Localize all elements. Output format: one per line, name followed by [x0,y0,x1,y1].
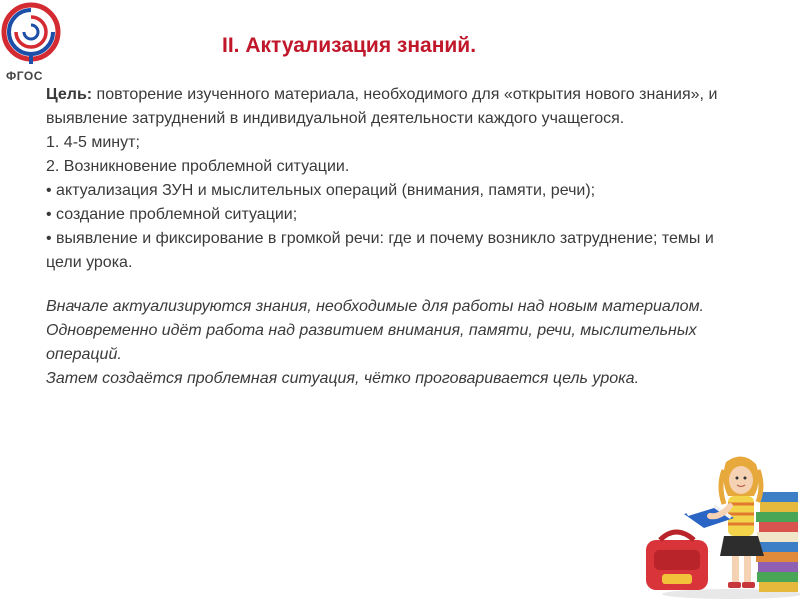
logo-label: ФГОС [6,69,43,83]
goal-label: Цель: [46,86,93,103]
list-item: • создание проблемной ситуации; [46,206,298,223]
list-item: 1. 4-5 минут; [46,134,140,151]
goal-text: повторение изученного материала, необходимого для «открытия нового знания», и выявление затруднений в индивидуальной деятельности каждого учащегося. [46,86,718,127]
italic-paragraph: Вначале актуализируются знания, необходимые для работы над новым материалом. Одновременно идёт работа над развитием внимания, памяти, речи, мыслительных операций. [46,298,704,363]
goal-paragraph [46,83,726,131]
girl-reading-with-books-icon [640,452,800,600]
italic-note [46,295,726,391]
italic-paragraph: Затем создаётся проблемная ситуация, чётко проговаривается цель урока. [46,370,640,387]
list-item: • актуализация ЗУН и мыслительных операций (внимания, памяти, речи); [46,182,596,199]
list-item: • выявление и фиксирование в громкой речи: где и почему возникло затруднение; темы и цели урока. [46,230,714,271]
spacer [46,275,726,295]
list-item: 2. Возникновение проблемной ситуации. [46,158,350,175]
slide-title: II. Актуализация знаний. [222,34,477,57]
slide-body [46,83,726,391]
